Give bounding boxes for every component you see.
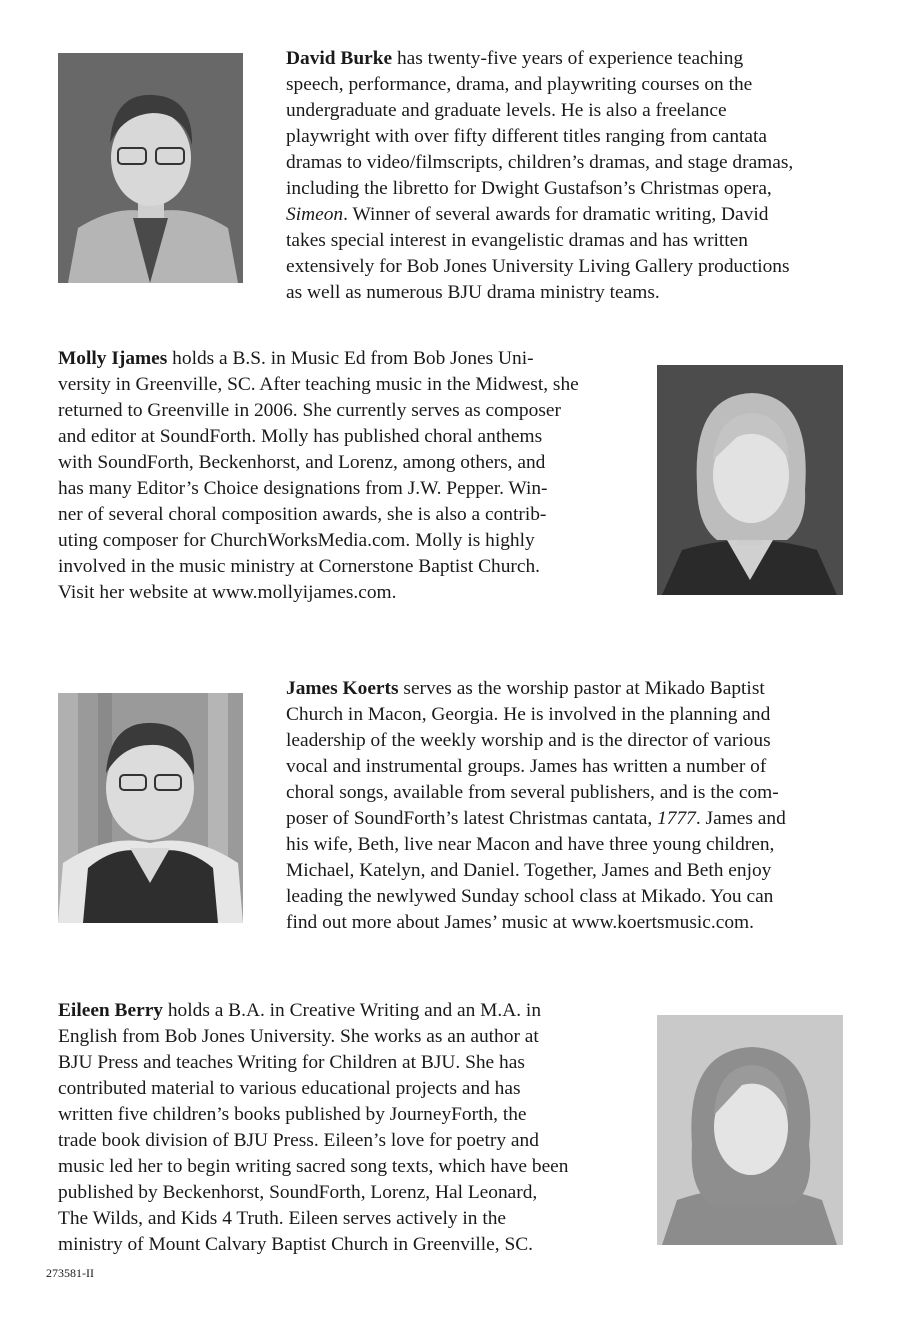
bio-molly-ijames: Molly Ijames holds a B.S. in Music Ed from Bob Jones Uni- versity in Greenville, SC. After teaching music in the Midwest, she returned to Greenville in 2006. She currently serves as composer and editor at SoundForth. Molly has published choral anthems with SoundForth, Beckenhorst, and Lorenz, among others, and has many Editor’s Choice designations from J.W. Pepper. Win- ner of several choral composition awards, she is also a contrib- uting composer for ChurchWorksMedia.com. Molly is highly involved in the music ministry at Cornerstone Baptist Church. Visit her website at www.mollyijames.com. [58, 348, 579, 603]
eileen-berry-photo [657, 1015, 843, 1245]
bio-name: James Koerts [286, 678, 399, 699]
molly-ijames-photo [657, 365, 843, 595]
footer-code: 273581-II [46, 1266, 94, 1280]
work-title: 1777 [657, 808, 696, 829]
david-burke-photo [58, 53, 243, 283]
bio-eileen-berry: Eileen Berry holds a B.A. in Creative Writing and an M.A. in English from Bob Jones University. She works as an author at BJU Press and teaches Writing for Children at BJU. She has contributed material to various educational projects and has written five children’s books published by JourneyForth, the trade book division of BJU Press. Eileen’s love for poetry and music led her to begin writing sacred song texts, which have been published by Beckenhorst, SoundForth, Lorenz, Hal Leonard, The Wilds, and Kids 4 Truth. Eileen serves actively in the ministry of Mount Calvary Baptist Church in Greenville, SC. [58, 1000, 569, 1255]
work-title: Simeon [286, 204, 344, 225]
bio-james-koerts: James Koerts serves as the worship pastor at Mikado Baptist Church in Macon, Georgia. He is involved in the planning and leadership of the weekly worship and is the director of various vocal and instrumental groups. James has written a number of choral songs, available from several publishers, and is the com- poser of SoundForth’s latest Christmas cantata, 1777. James and his wife, Beth, live near Macon and have three young children, Michael, Katelyn, and Daniel. Together, James and Beth enjoy leading the newlywed Sunday school class at Mikado. You can find out more about James’ music at www.koertsmusic.com. [286, 678, 786, 933]
bio-david-burke: David Burke has twenty-five years of experience teaching speech, performance, drama, and playwriting courses on the undergraduate and graduate levels. He is also a freelance playwright with over fifty different titles ranging from cantata dramas to video/filmscripts, children’s dramas, and stage dramas, including the libretto for Dwight Gustafson’s Christmas opera, Simeon. Winner of several awards for dramatic writing, David takes special interest in evangelistic dramas and has written extensively for Bob Jones University Living Gallery productions as well as numerous BJU drama ministry teams. [286, 48, 794, 303]
james-koerts-photo [58, 693, 243, 923]
bio-name: Molly Ijames [58, 348, 168, 369]
bio-name: David Burke [286, 48, 393, 69]
bio-name: Eileen Berry [58, 1000, 164, 1021]
